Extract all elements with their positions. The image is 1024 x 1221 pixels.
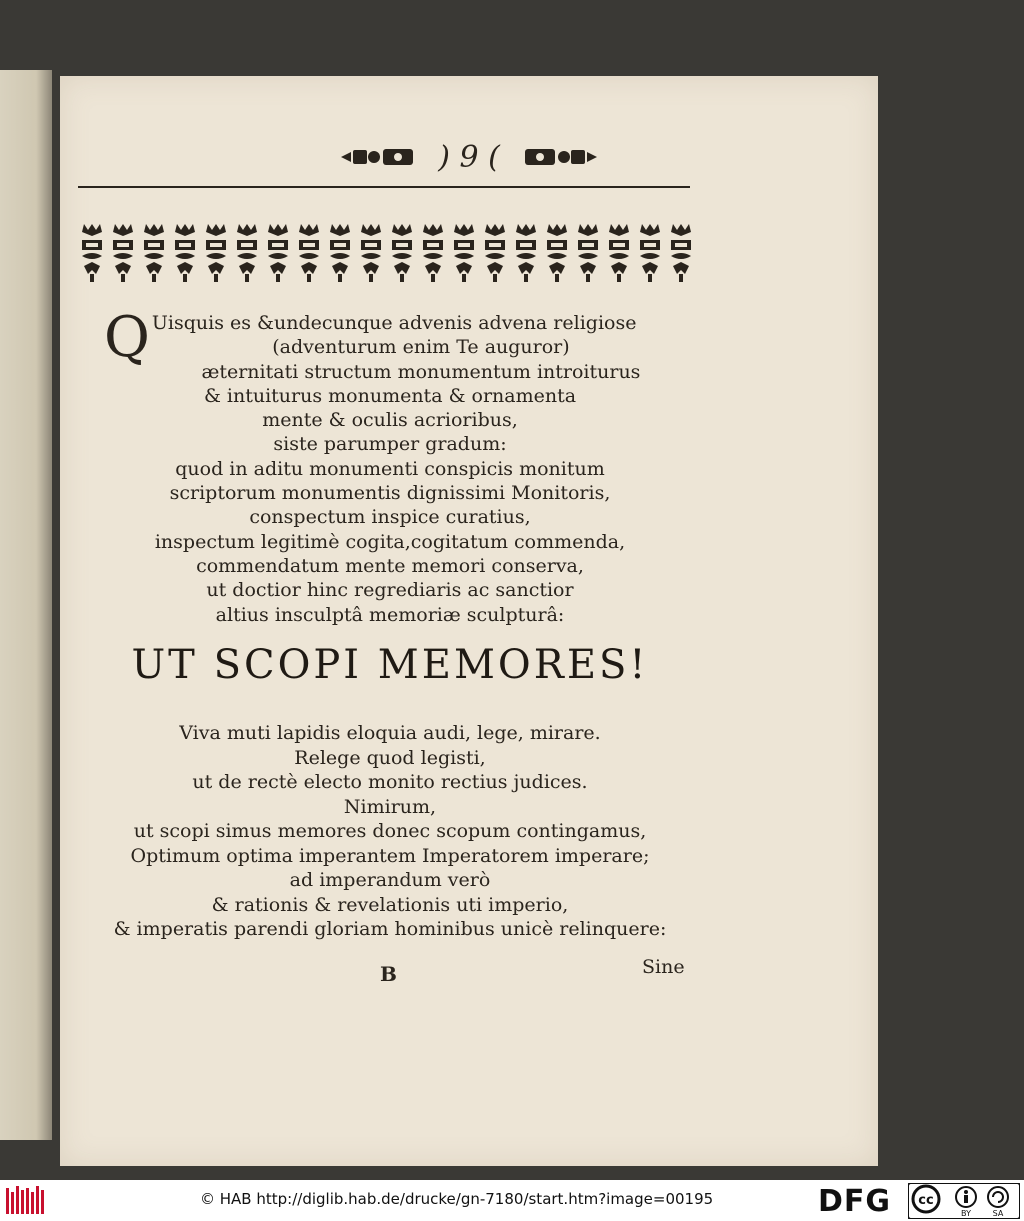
text-line: scriptorum monumentis dignissimi Monitoris, <box>169 482 611 505</box>
text-line: & intuiturus monumenta & ornamenta <box>203 384 577 407</box>
license-sa-label: SA <box>992 1209 1004 1218</box>
text-line: Relege quod legisti, <box>294 746 486 769</box>
header-ornament-right-icon <box>519 144 599 170</box>
header-rule <box>78 186 690 188</box>
svg-text:cc: cc <box>918 1193 934 1208</box>
dfg-logo: DFG <box>818 1184 892 1219</box>
text-line: ut de rectè electo monito rectius judices. <box>192 771 588 793</box>
text-line: Uisquis es &undecunque advenis advena religiose <box>151 312 637 334</box>
viewer-footer <box>0 1180 1024 1221</box>
decorative-headpiece-icon <box>80 214 692 302</box>
drop-capital: Q <box>104 305 150 370</box>
catchword: Sine <box>642 956 685 978</box>
hab-logo-icon <box>6 1186 46 1216</box>
text-line: Optimum optima imperantem Imperatorem imperare; <box>130 844 650 867</box>
book-page <box>60 76 878 1166</box>
text-line: siste parumper gradum: <box>273 433 507 456</box>
headline-motto: UT SCOPI MEMORES! <box>131 642 649 688</box>
text-line: commendatum mente memori conserva, <box>196 554 584 577</box>
text-line: Viva muti lapidis eloquia audi, lege, mirare. <box>179 722 601 744</box>
text-line: ut scopi simus memores donec scopum contingamus, <box>133 820 647 842</box>
text-line: æternitati structum monumentum introiturus <box>201 360 641 383</box>
cc-license-icon[interactable] <box>908 1183 1020 1219</box>
text-line: & imperatis parendi gloriam hominibus unicè relinquere: <box>113 918 667 940</box>
text-line: inspectum legitimè cogita,cogitatum commenda, <box>154 530 626 553</box>
header-ornament-left-icon <box>339 144 419 170</box>
text-line: altius insculptâ memoriæ sculpturâ: <box>215 603 565 626</box>
page-header <box>60 138 878 188</box>
page-number: ) 9 ( <box>438 139 500 175</box>
previous-page-edge <box>0 70 52 1140</box>
text-line: (adventurum enim Te auguror) <box>272 336 570 359</box>
source-link[interactable]: © HAB http://diglib.hab.de/drucke/gn-7180/start.htm?image=00195 <box>200 1190 714 1208</box>
text-line: conspectum inspice curatius, <box>249 506 531 529</box>
signature-mark: B <box>380 962 397 986</box>
text-line: quod in aditu monumenti conspicis monitum <box>175 457 605 480</box>
text-line: mente & oculis acrioribus, <box>262 409 518 432</box>
license-by-label: BY <box>961 1209 971 1218</box>
text-line: ad imperandum verò <box>289 869 491 891</box>
text-line: Nimirum, <box>343 795 437 818</box>
inscription-part-2 <box>90 721 690 942</box>
text-line: & rationis & revelationis uti imperio, <box>211 893 569 916</box>
inscription-part-1 <box>90 305 690 627</box>
text-line: ut doctior hinc regrediaris ac sanctior <box>206 579 574 602</box>
